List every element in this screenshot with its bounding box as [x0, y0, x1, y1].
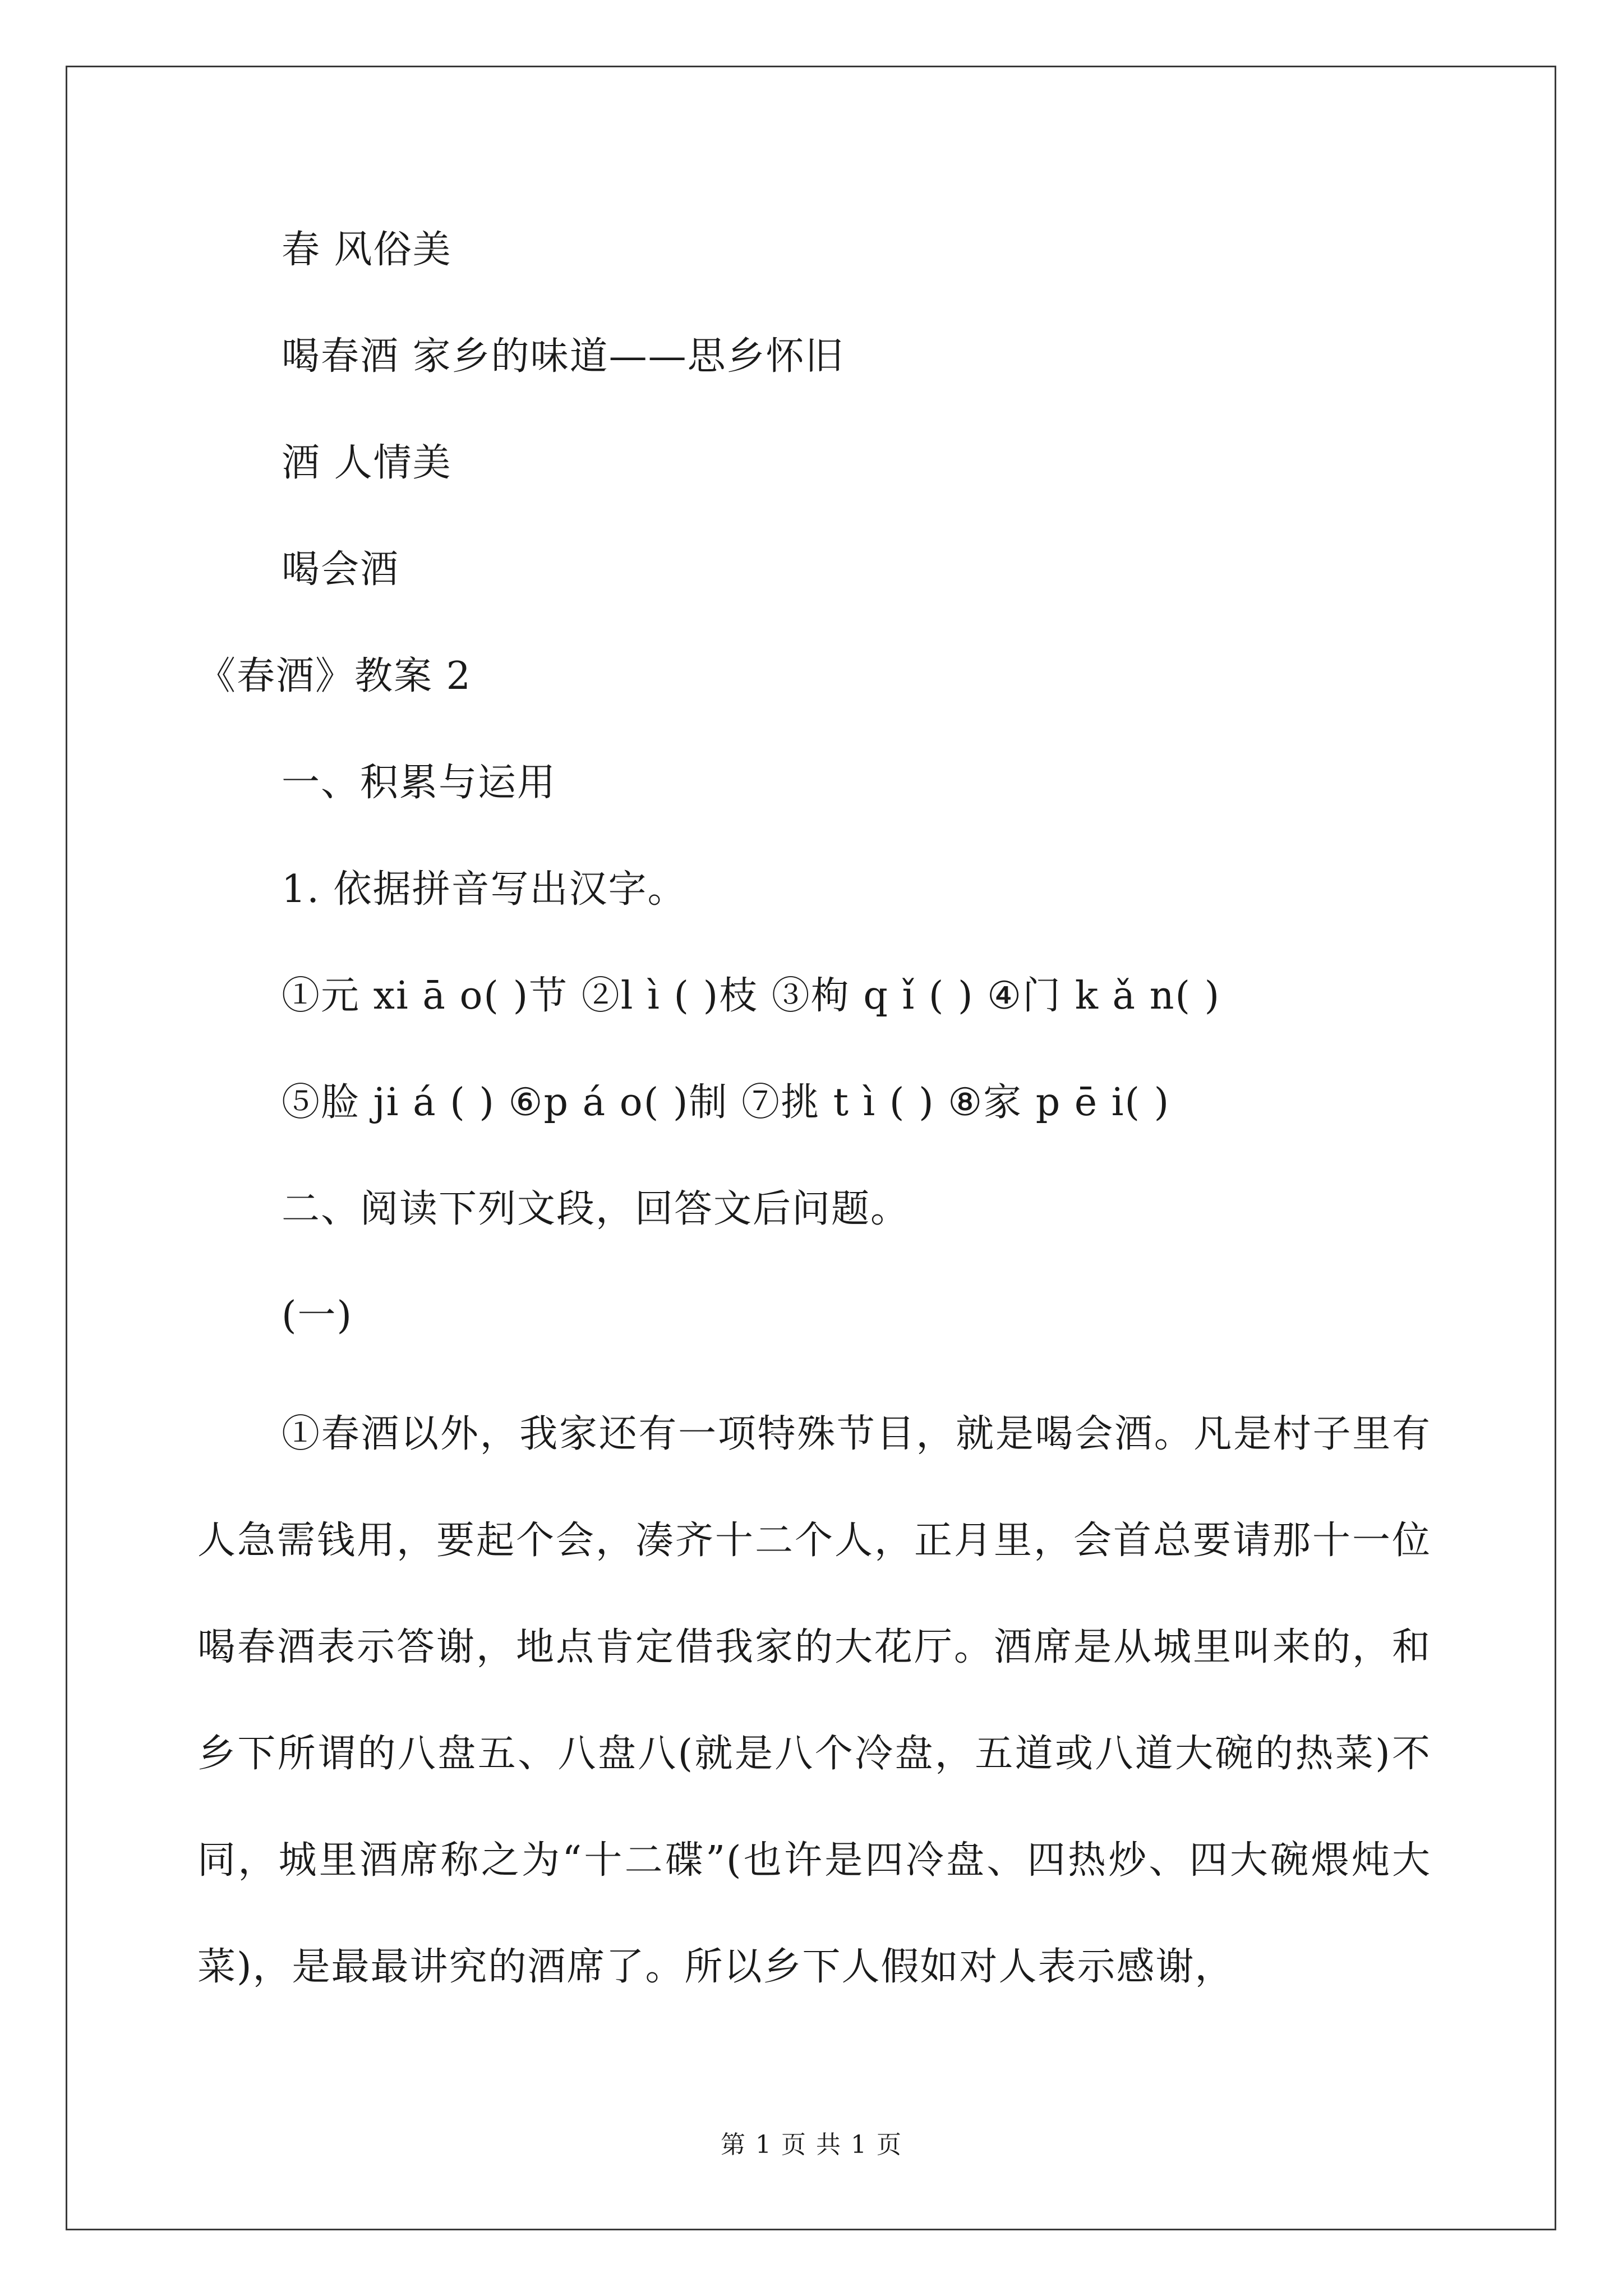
pinyin-items-row-1: ①元 xi ā o( )节 ②l ì ( )枝 ③枸 q ǐ ( ) ④门 k ǎ n( ) [282, 974, 1221, 1018]
lesson-heading: 《春酒》教案 2 [197, 654, 472, 698]
outline-line-3: 酒 人情美 [282, 441, 452, 485]
pinyin-items-row-2: ⑤脸 ji á ( ) ⑥p á o( )制 ⑦挑 t ì ( ) ⑧家 p ē i( ) [282, 1080, 1170, 1125]
outline-line-4: 喝会酒 [282, 547, 400, 592]
outline-line-1: 春 风俗美 [282, 228, 452, 272]
outline-line-2: 喝春酒 家乡的味道——思乡怀旧 [282, 334, 845, 379]
section-heading-1: 一、积累与运用 [282, 761, 557, 805]
subsection-label: (一) [282, 1294, 353, 1338]
section-heading-2: 二、阅读下列文段，回答文后问题。 [282, 1187, 910, 1231]
question-1: 1. 依据拼音写出汉字。 [282, 867, 687, 912]
reading-passage: ①春酒以外，我家还有一项特殊节目，就是喝会酒。凡是村子里有人急需钱用，要起个会，凑齐十二个人，正月里，会首总要请那十一位喝春酒表示答谢，地点肯定借我家的大花厅。酒席是从城里叫来的，和乡下所谓的八盘五、八盘八(就是八个冷盘，五道或八道大碗的热菜)不同，城里酒席称之为“十二碟”(也许是四冷盘、四热炒、四大碗煨炖大菜)，是最最讲究的酒席了。所以乡下人假如对人表示感谢， [197, 1412, 1431, 1989]
page-footer: 第 1 页 共 1 页 [721, 2131, 902, 2159]
